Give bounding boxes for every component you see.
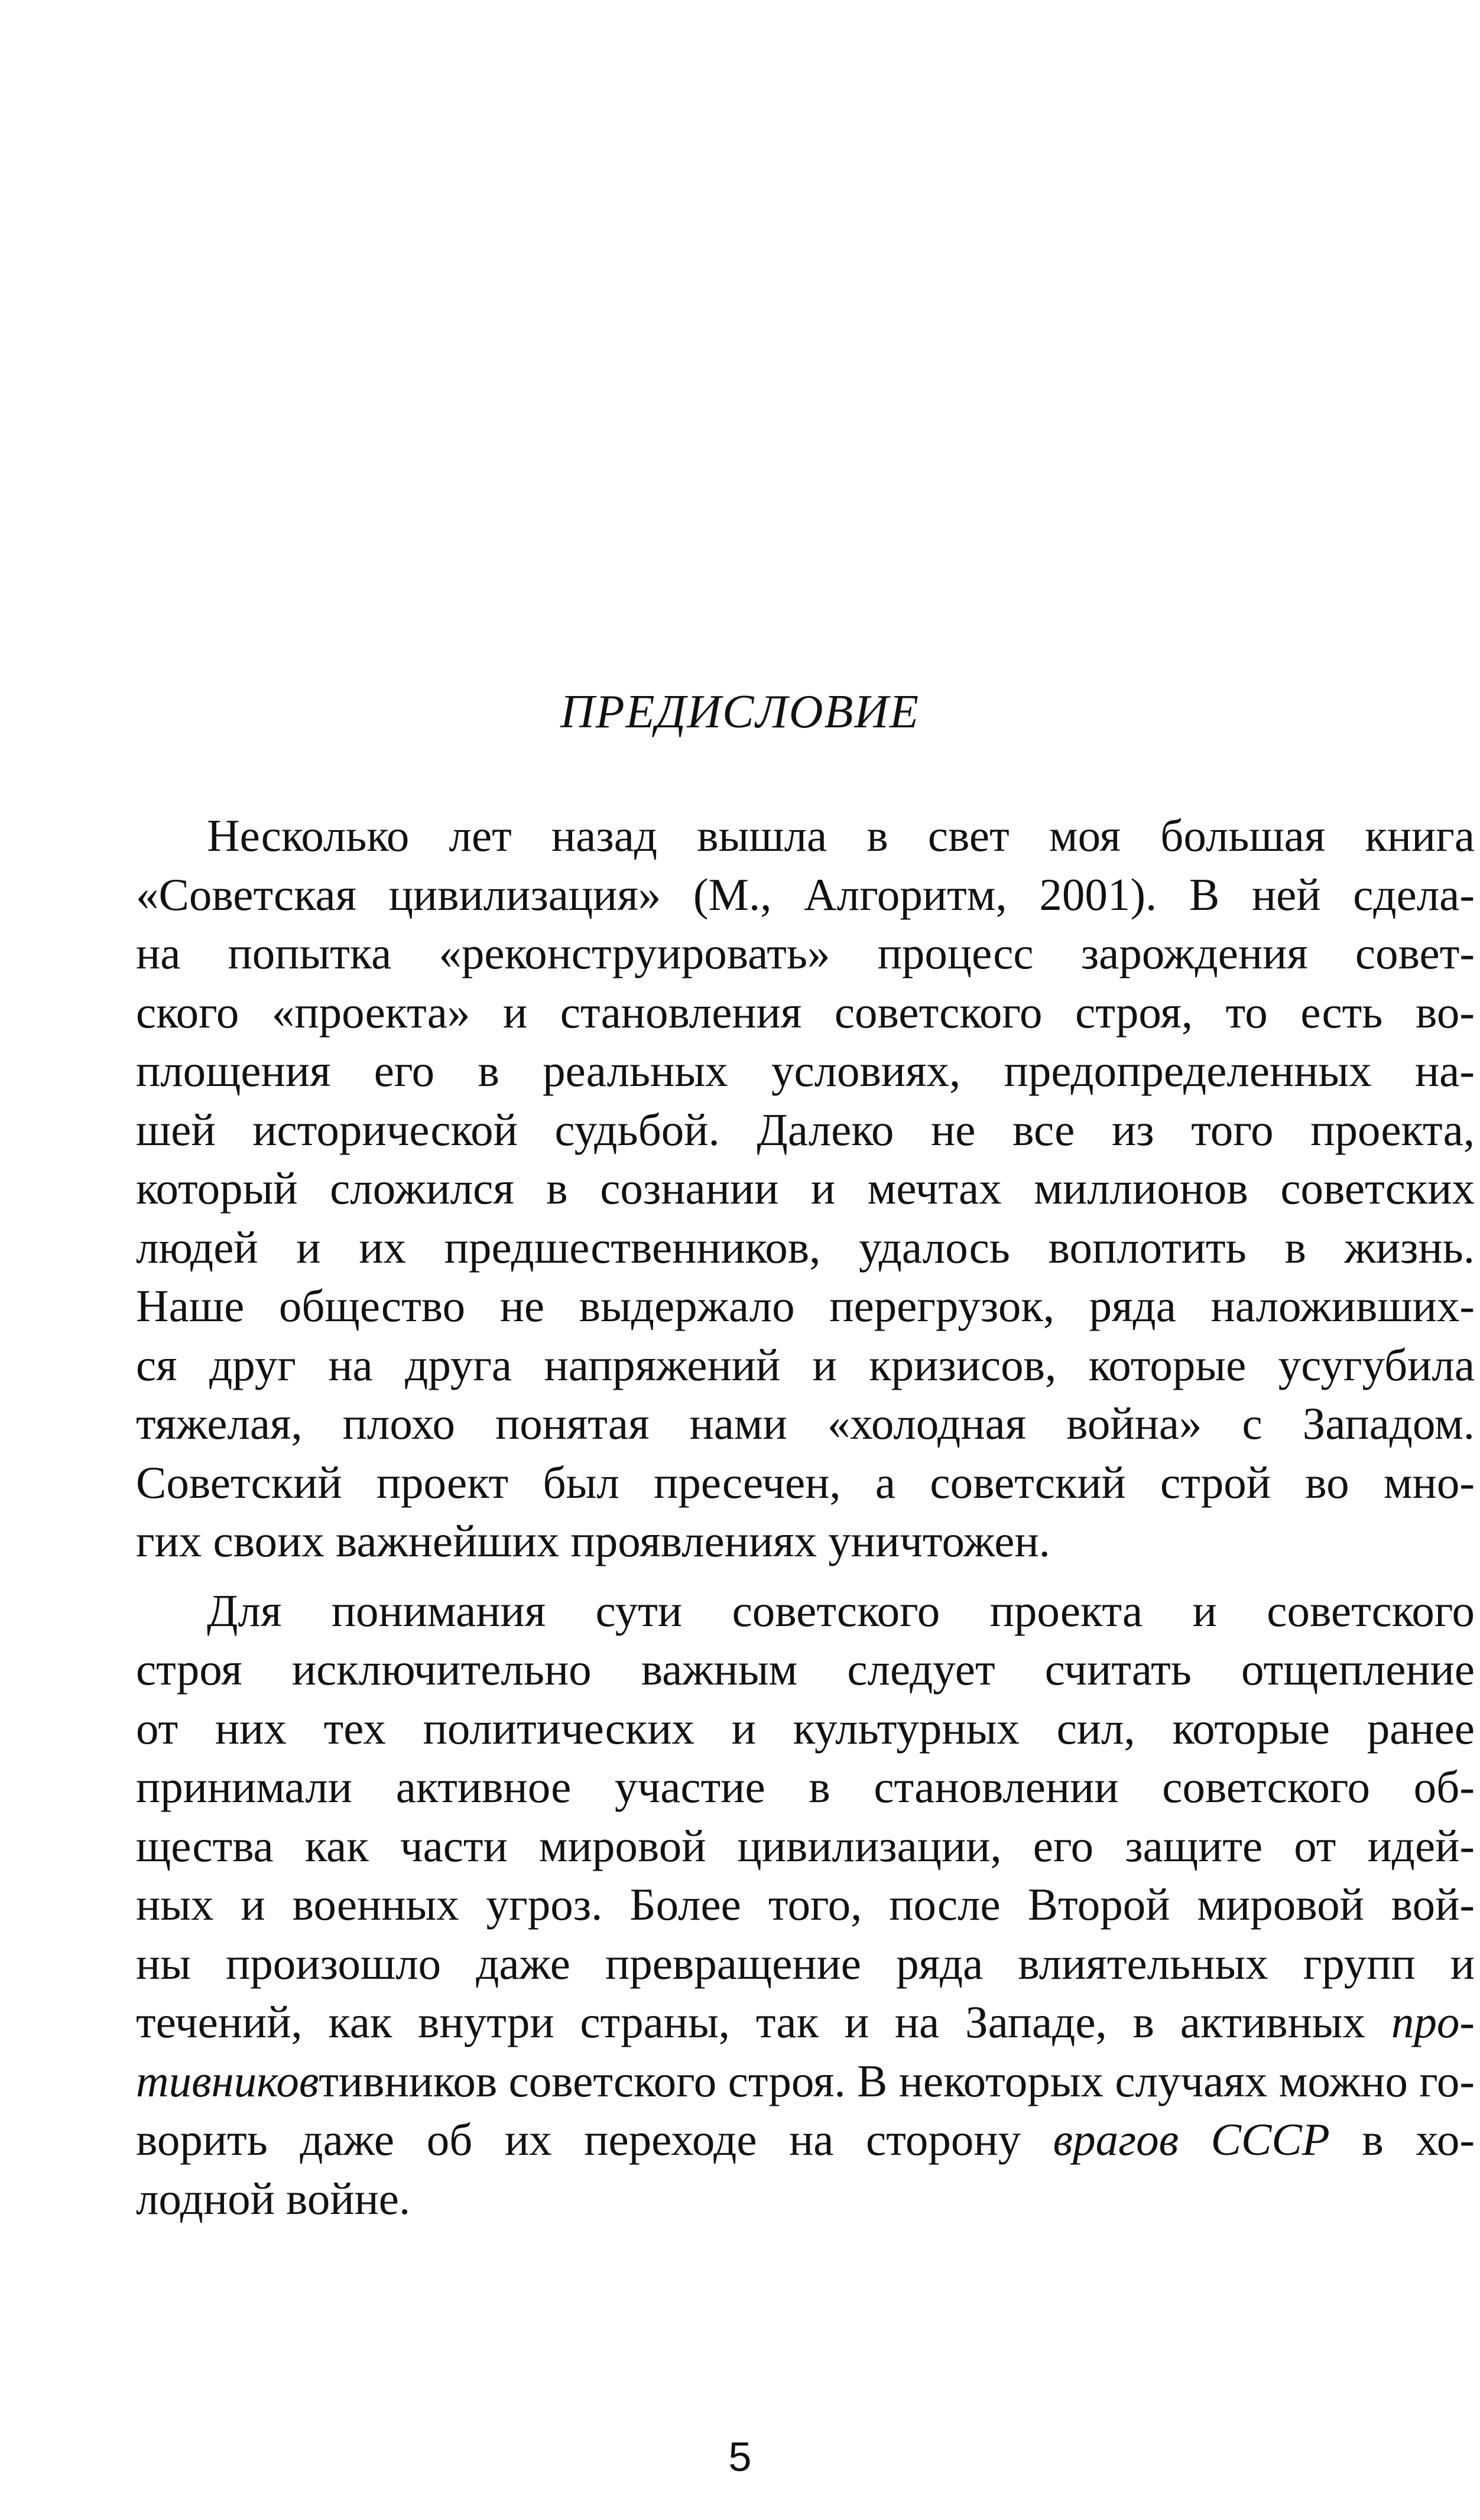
paragraph-1 <box>136 807 1475 1571</box>
text-line: на попытка «реконструировать» процесс зарождения совет- <box>136 928 1475 978</box>
text-line: тяжелая, плохо понятая нами «холодная война» с Западом. <box>136 1398 1475 1449</box>
text-line: ных и военных угроз. Более того, после Второй мировой вой- <box>136 1879 1475 1930</box>
chapter-title: ПРЕДИСЛОВИЕ <box>560 686 920 738</box>
text-line: людей и их предшественников, удалось воплотить в жизнь. <box>136 1221 1475 1273</box>
text-line: ся друг на друга напряжений и кризисов, которые усугубила <box>136 1339 1475 1390</box>
text-line: от них тех политических и культурных сил, которые ранее <box>136 1702 1475 1754</box>
text-line: «Советская цивилизация» (М., Алгоритм, 2001). В ней сдела- <box>136 869 1475 920</box>
text-line: который сложился в сознании и мечтах миллионов советских <box>136 1163 1475 1214</box>
text-line: гих своих важнейших проявлениях уничтожен. <box>136 1516 1050 1566</box>
text-line <box>136 2052 1475 2111</box>
emphasis-text: врагов СССР <box>1053 2114 1330 2165</box>
text-line: лодной войне. <box>136 2173 411 2224</box>
page-number: 5 <box>728 2434 752 2480</box>
text-segment: тивников советского строя. В некоторых случаях можно го- <box>319 2055 1475 2106</box>
text-line: Наше общество не выдержало перегрузок, ряда наложивших- <box>136 1280 1475 1331</box>
text-segment: течений, как внутри страны, так и на Западе, в активных <box>136 1997 1391 2047</box>
text-line: Советский проект был пресечен, а советский строй во мно- <box>136 1456 1475 1508</box>
text-line: площения его в реальных условиях, предопределенных на- <box>136 1045 1475 1096</box>
text-line: ны произошло даже превращение ряда влиятельных групп и <box>136 1937 1475 1989</box>
text-line: принимали активное участие в становлении советского об- <box>136 1761 1475 1812</box>
text-segment: ворить даже об их переходе на сторону <box>136 2114 1053 2165</box>
text-line: шей исторической судьбой. Далеко не все из того проекта, <box>136 1104 1475 1155</box>
emphasis-text: про- <box>1391 1997 1475 2047</box>
text-segment: в хо- <box>1329 2114 1475 2165</box>
emphasis-text: тивников <box>136 2055 319 2106</box>
text-line: Несколько лет назад вышла в свет моя большая книга <box>207 810 1475 861</box>
text-line: строя исключительно важным следует считать отщепление <box>136 1644 1475 1695</box>
paragraph-2 <box>136 1582 1475 2229</box>
text-line: Для понимания сути советского проекта и советского <box>207 1585 1475 1636</box>
body-text <box>136 807 1475 2228</box>
text-line: щества как части мировой цивилизации, его защите от идей- <box>136 1820 1475 1871</box>
text-line <box>136 2111 1475 2170</box>
text-line: ского «проекта» и становления советского строя, то есть во- <box>136 986 1475 1038</box>
text-line <box>136 1993 1475 2052</box>
